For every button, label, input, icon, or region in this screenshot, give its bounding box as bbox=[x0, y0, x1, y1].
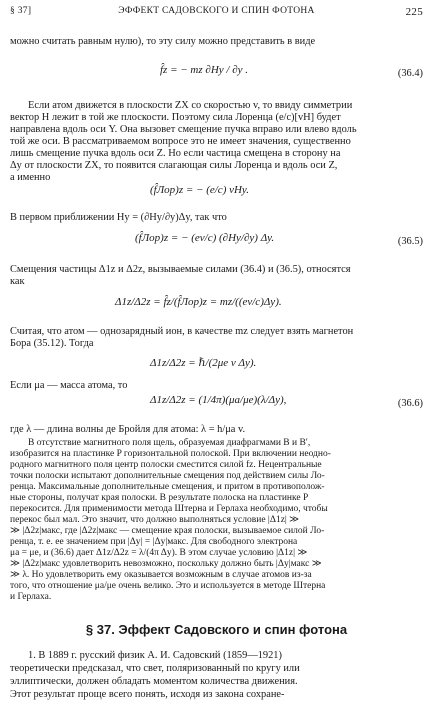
header-title: ЭФФЕКТ САДОВСКОГО И СПИН ФОТОНА bbox=[118, 6, 315, 16]
text-line: В первом приближении Hy = (∂Hy/∂y)Δy, так что bbox=[10, 212, 227, 223]
equation-lorentz-z: (f̂Лор)z = − (e/c) vHy. bbox=[150, 184, 249, 196]
text-line: того, что отношение μa/μe очень велико. Это и используется в методе Штерна bbox=[10, 581, 326, 591]
equation-36-4: f̂z = − mz ∂Hy / ∂y . bbox=[160, 64, 249, 76]
text-line: точки полоски испытают дополнительные смещения под действием силы Ло- bbox=[10, 471, 325, 481]
running-header bbox=[10, 6, 423, 20]
text-line: Δy от плоскости ZX, то появится слагающая силы Лоренца и вдоль оси Z, bbox=[10, 160, 338, 171]
equation-number: (36.6) bbox=[397, 398, 423, 409]
text-line: Если μa — масса атома, то bbox=[10, 380, 128, 391]
text-line: той же оси. В рассматриваемом вопросе это не имеет значения, существенно bbox=[10, 136, 351, 147]
text-line: направлена вдоль оси Y. Она вызовет смещение пучка вправо или влево вдоль bbox=[10, 124, 357, 135]
text-line: изобразится на пластинке P горизонтальной полоской. При включении неодно- bbox=[10, 449, 331, 459]
equation-number: (36.5) bbox=[397, 236, 423, 247]
text-line: перекосится. Для применимости метода Штерна и Герлаха необходимо, чтобы bbox=[10, 504, 328, 514]
text-line: теоретически предсказал, что свет, поляризованный по кругу или bbox=[10, 663, 300, 674]
equation-bohr: Δ1z/Δ2z = ℏ/(2μe v Δy). bbox=[150, 357, 257, 369]
equation-number: (36.4) bbox=[397, 68, 423, 79]
text-line: μa = μe, и (36.6) дает Δ1z/Δ2z = λ/(4π Δy). В этом случае условию |Δ1z| ≫ bbox=[10, 548, 308, 558]
equation-ratio: Δ1z/Δ2z = f̂z/(f̂Лор)z = mz/((ev/c)Δy). bbox=[115, 296, 282, 308]
text-line: лишь смещение пучка вдоль оси Z. Но если частица смещена в сторону на bbox=[10, 148, 341, 159]
equation-36-5: (f̂Лор)z = − (ev/c) (∂Hy/∂y) Δy. bbox=[135, 232, 275, 244]
text-line: и Герлаха. bbox=[10, 592, 52, 602]
text-line: Бора (35.12). Тогда bbox=[10, 338, 94, 349]
text-line: ≫ |Δ2z|макс удовлетворить невозможно, поскольку должно быть |Δy|макс ≫ bbox=[10, 559, 322, 569]
text-line: эллиптически, должен обладать моментом количества движения. bbox=[10, 676, 298, 687]
text-line: ные стороны, получат края полоски. В результате полоска на пластинке P bbox=[10, 493, 309, 503]
text-line: Если атом движется в плоскости ZX со скоростью v, то ввиду симметрии bbox=[28, 100, 353, 111]
text-line: а именно bbox=[10, 172, 51, 183]
section-heading: § 37. Эффект Садовского и спин фотона bbox=[85, 622, 348, 637]
text-line: родного магнитного поля центр полоски сместится силой f̂z. Нецентральные bbox=[10, 460, 322, 470]
text-line: вектор H лежит в той же плоскости. Поэтому сила Лоренца (e/c)[vH] будет bbox=[10, 112, 341, 123]
text-line: Смещения частицы Δ1z и Δ2z, вызываемые силами (36.4) и (36.5), относятся bbox=[10, 264, 351, 275]
text-line: 1. В 1889 г. русский физик А. И. Садовский (1859—1921) bbox=[28, 650, 282, 661]
text-line: ≫ λ. Но удовлетворить ему оказывается возможным в случае атомов из-за bbox=[10, 570, 312, 580]
text-line: где λ — длина волны де Бройля для атома: λ = h/μa v. bbox=[10, 424, 246, 435]
text-line: В отсутствие магнитного поля щель, образуемая диафрагмами B и B′, bbox=[28, 438, 311, 448]
text-line: ≫ |Δ2z|макс, где |Δ2z|макс — смещение края полоски, вызываемое силой Ло- bbox=[10, 526, 325, 536]
page-number: 225 bbox=[405, 6, 423, 18]
text-line: ренца. Максимальные дополнительные смещения, и притом в противополож- bbox=[10, 482, 325, 492]
header-section-ref: § 37] bbox=[10, 6, 32, 16]
text-line: ренца, т. е. ее значением при |Δy| = |Δy|макс. Для свободного электрона bbox=[10, 537, 298, 547]
text-line: можно считать равным нулю), то эту силу можно представить в виде bbox=[10, 36, 316, 47]
equation-36-6: Δ1z/Δ2z = (1/4π)(μa/μe)(λ/Δy), bbox=[150, 394, 287, 406]
text-line: Этот результат проще всего понять, исходя из закона сохране- bbox=[10, 689, 285, 700]
text-line: перекос был мал. Это значит, что должно выполняться условие |Δ1z| ≫ bbox=[10, 515, 300, 525]
text-line: Считая, что атом — однозарядный ион, в качестве mz следует взять магнетон bbox=[10, 326, 354, 337]
text-line: как bbox=[10, 276, 25, 287]
